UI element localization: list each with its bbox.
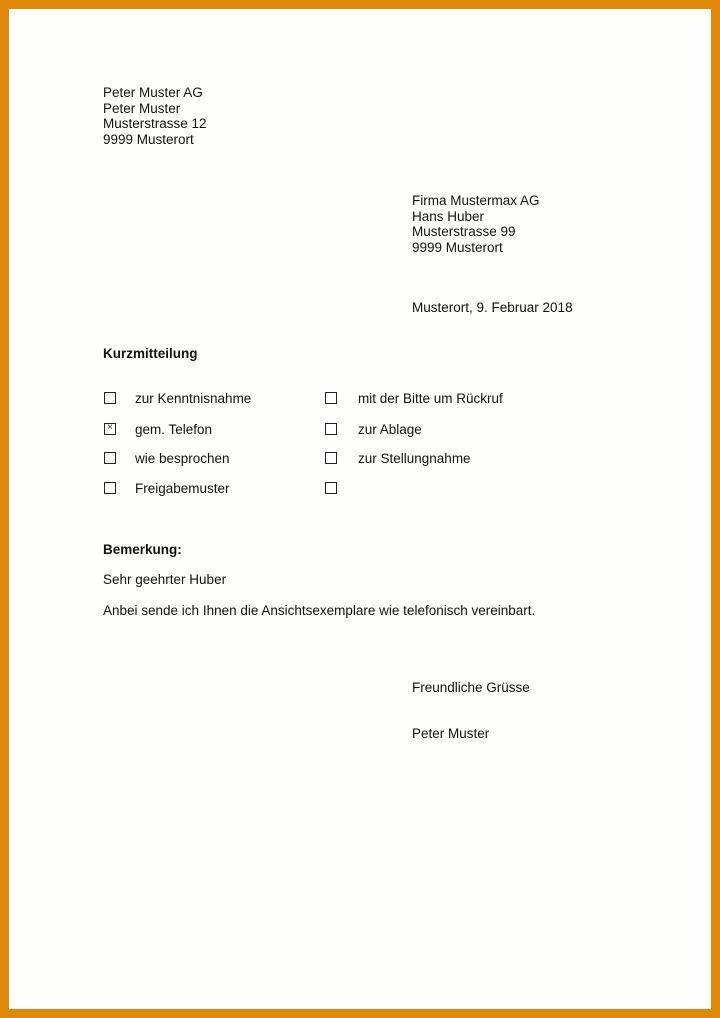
option-label-telefon: gem. Telefon xyxy=(135,422,213,437)
closing: Freundliche Grüsse xyxy=(412,680,530,695)
option-label-stellungnahme: zur Stellungnahme xyxy=(358,451,471,466)
letter-page xyxy=(9,9,711,1009)
checkbox-rueckruf[interactable] xyxy=(325,392,337,404)
option-label-rueckruf: mit der Bitte um Rückruf xyxy=(358,391,503,406)
checkbox-freigabemuster[interactable] xyxy=(104,482,116,494)
recipient-company: Firma Mustermax AG xyxy=(412,193,540,208)
checkbox-telefon[interactable] xyxy=(104,423,116,435)
sender-city: 9999 Musterort xyxy=(103,131,194,147)
option-label-besprochen: wie besprochen xyxy=(135,451,230,466)
letter-subject: Kurzmitteilung xyxy=(103,346,198,361)
signature: Peter Muster xyxy=(412,726,490,741)
option-label-freigabemuster: Freigabemuster xyxy=(135,481,230,496)
recipient-city: 9999 Musterort xyxy=(412,239,503,255)
sender-name: Peter Muster xyxy=(103,100,181,116)
option-label-kenntnisnahme: zur Kenntnisnahme xyxy=(135,391,252,406)
body-text: Anbei sende ich Ihnen die Ansichtsexemplare wie telefonisch vereinbart. xyxy=(103,603,536,618)
checkbox-ablage[interactable] xyxy=(325,423,337,435)
recipient-street: Musterstrasse 99 xyxy=(412,224,516,239)
checkbox-stellungnahme[interactable] xyxy=(325,452,337,464)
recipient-name: Hans Huber xyxy=(412,208,485,224)
checkbox-besprochen[interactable] xyxy=(104,452,116,464)
letter-date: Musterort, 9. Februar 2018 xyxy=(412,300,573,315)
recipient-address xyxy=(412,193,540,255)
salutation: Sehr geehrter Huber xyxy=(103,572,227,587)
check-mark-icon: × xyxy=(107,422,113,433)
sender-company: Peter Muster AG xyxy=(103,85,203,100)
sender-address xyxy=(103,85,207,147)
option-label-ablage: zur Ablage xyxy=(358,422,422,437)
checkbox-empty[interactable] xyxy=(325,482,337,494)
checkbox-kenntnisnahme[interactable] xyxy=(104,392,116,404)
remark-label: Bemerkung: xyxy=(103,542,182,557)
sender-street: Musterstrasse 12 xyxy=(103,116,207,131)
